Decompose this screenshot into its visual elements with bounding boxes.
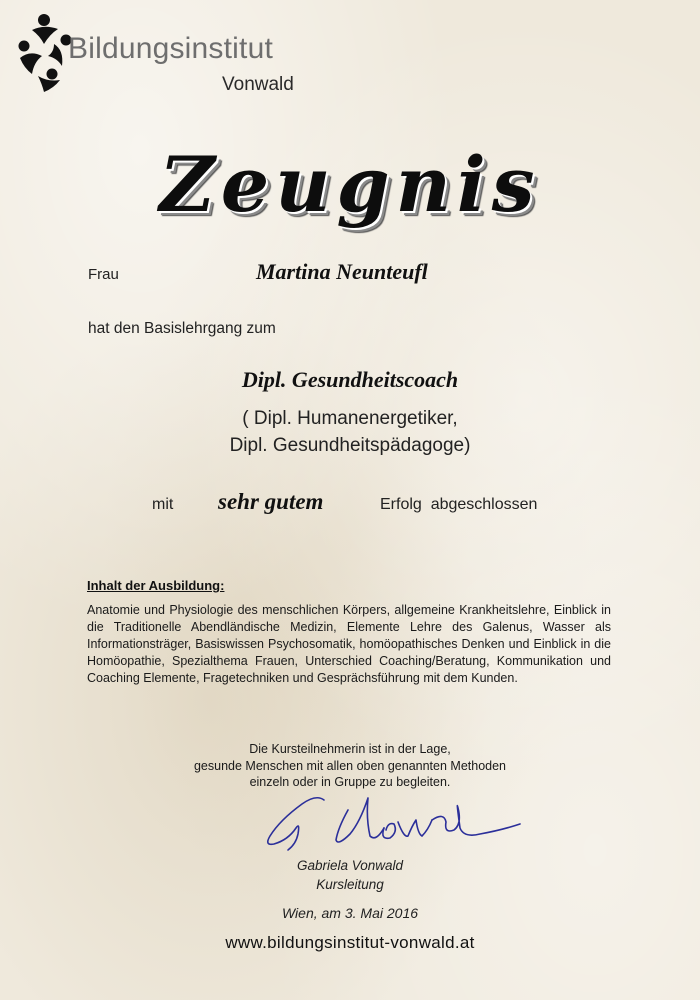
signer-block: [0, 856, 700, 894]
signer-name: Gabriela Vonwald: [296, 858, 404, 873]
certificate-title: Zeugnis: [159, 140, 541, 229]
logo-subname-text: Vonwald: [222, 74, 294, 95]
course-title: Dipl. Gesundheitscoach: [241, 367, 459, 392]
closing-line2: gesunde Menschen mit allen oben genannten Methoden: [193, 758, 507, 773]
place-and-date: Wien, am 3. Mai 2016: [281, 905, 419, 921]
content-heading: Inhalt der Ausbildung:: [87, 578, 225, 593]
course-subtitle-line2: Dipl. Gesundheitspädagoge): [229, 435, 471, 456]
recipient-name: Martina Neunteufl: [256, 259, 428, 284]
closing-line1: Die Kursteilnehmerin ist in der Lage,: [249, 742, 451, 756]
content-text: Anatomie und Physiologie des menschlichen Körpers, allgemeine Krankheitslehre, Einblick in die Traditionelle Abendländische Medizin, Elemente Lehre des Galenus, Wasser als Informationsträger, Basiswissen Psychosomatik, homöopathisches Denken und Einblick in die Homöopathie, Spezialthema Frauen, Unterschied Coaching/Beratung, Kommunikation und Coaching Elemente, Fragetechniken und Gesprächsführung mit dem Kunden.: [87, 603, 611, 685]
website-url: www.bildungsinstitut-vonwald.at: [225, 933, 475, 952]
signer-role: Kursleitung: [316, 877, 384, 892]
result-prefix: mit: [152, 496, 174, 513]
people-circle-logo-icon: [14, 10, 76, 96]
handwritten-signature: [258, 788, 528, 858]
result-suffix: Erfolg abgeschlossen: [380, 496, 538, 513]
intro-text: hat den Basislehrgang zum: [88, 320, 276, 337]
institute-logo: [14, 10, 334, 100]
closing-line3: einzeln oder in Gruppe zu begleiten.: [249, 775, 451, 789]
logo-name-text: Bildungsinstitut: [68, 32, 273, 65]
closing-statement: [0, 741, 700, 791]
salutation: Frau: [88, 266, 119, 283]
course-subtitle-line1: ( Dipl. Humanenergetiker,: [242, 408, 458, 429]
result-grade: sehr gutem: [218, 489, 324, 514]
